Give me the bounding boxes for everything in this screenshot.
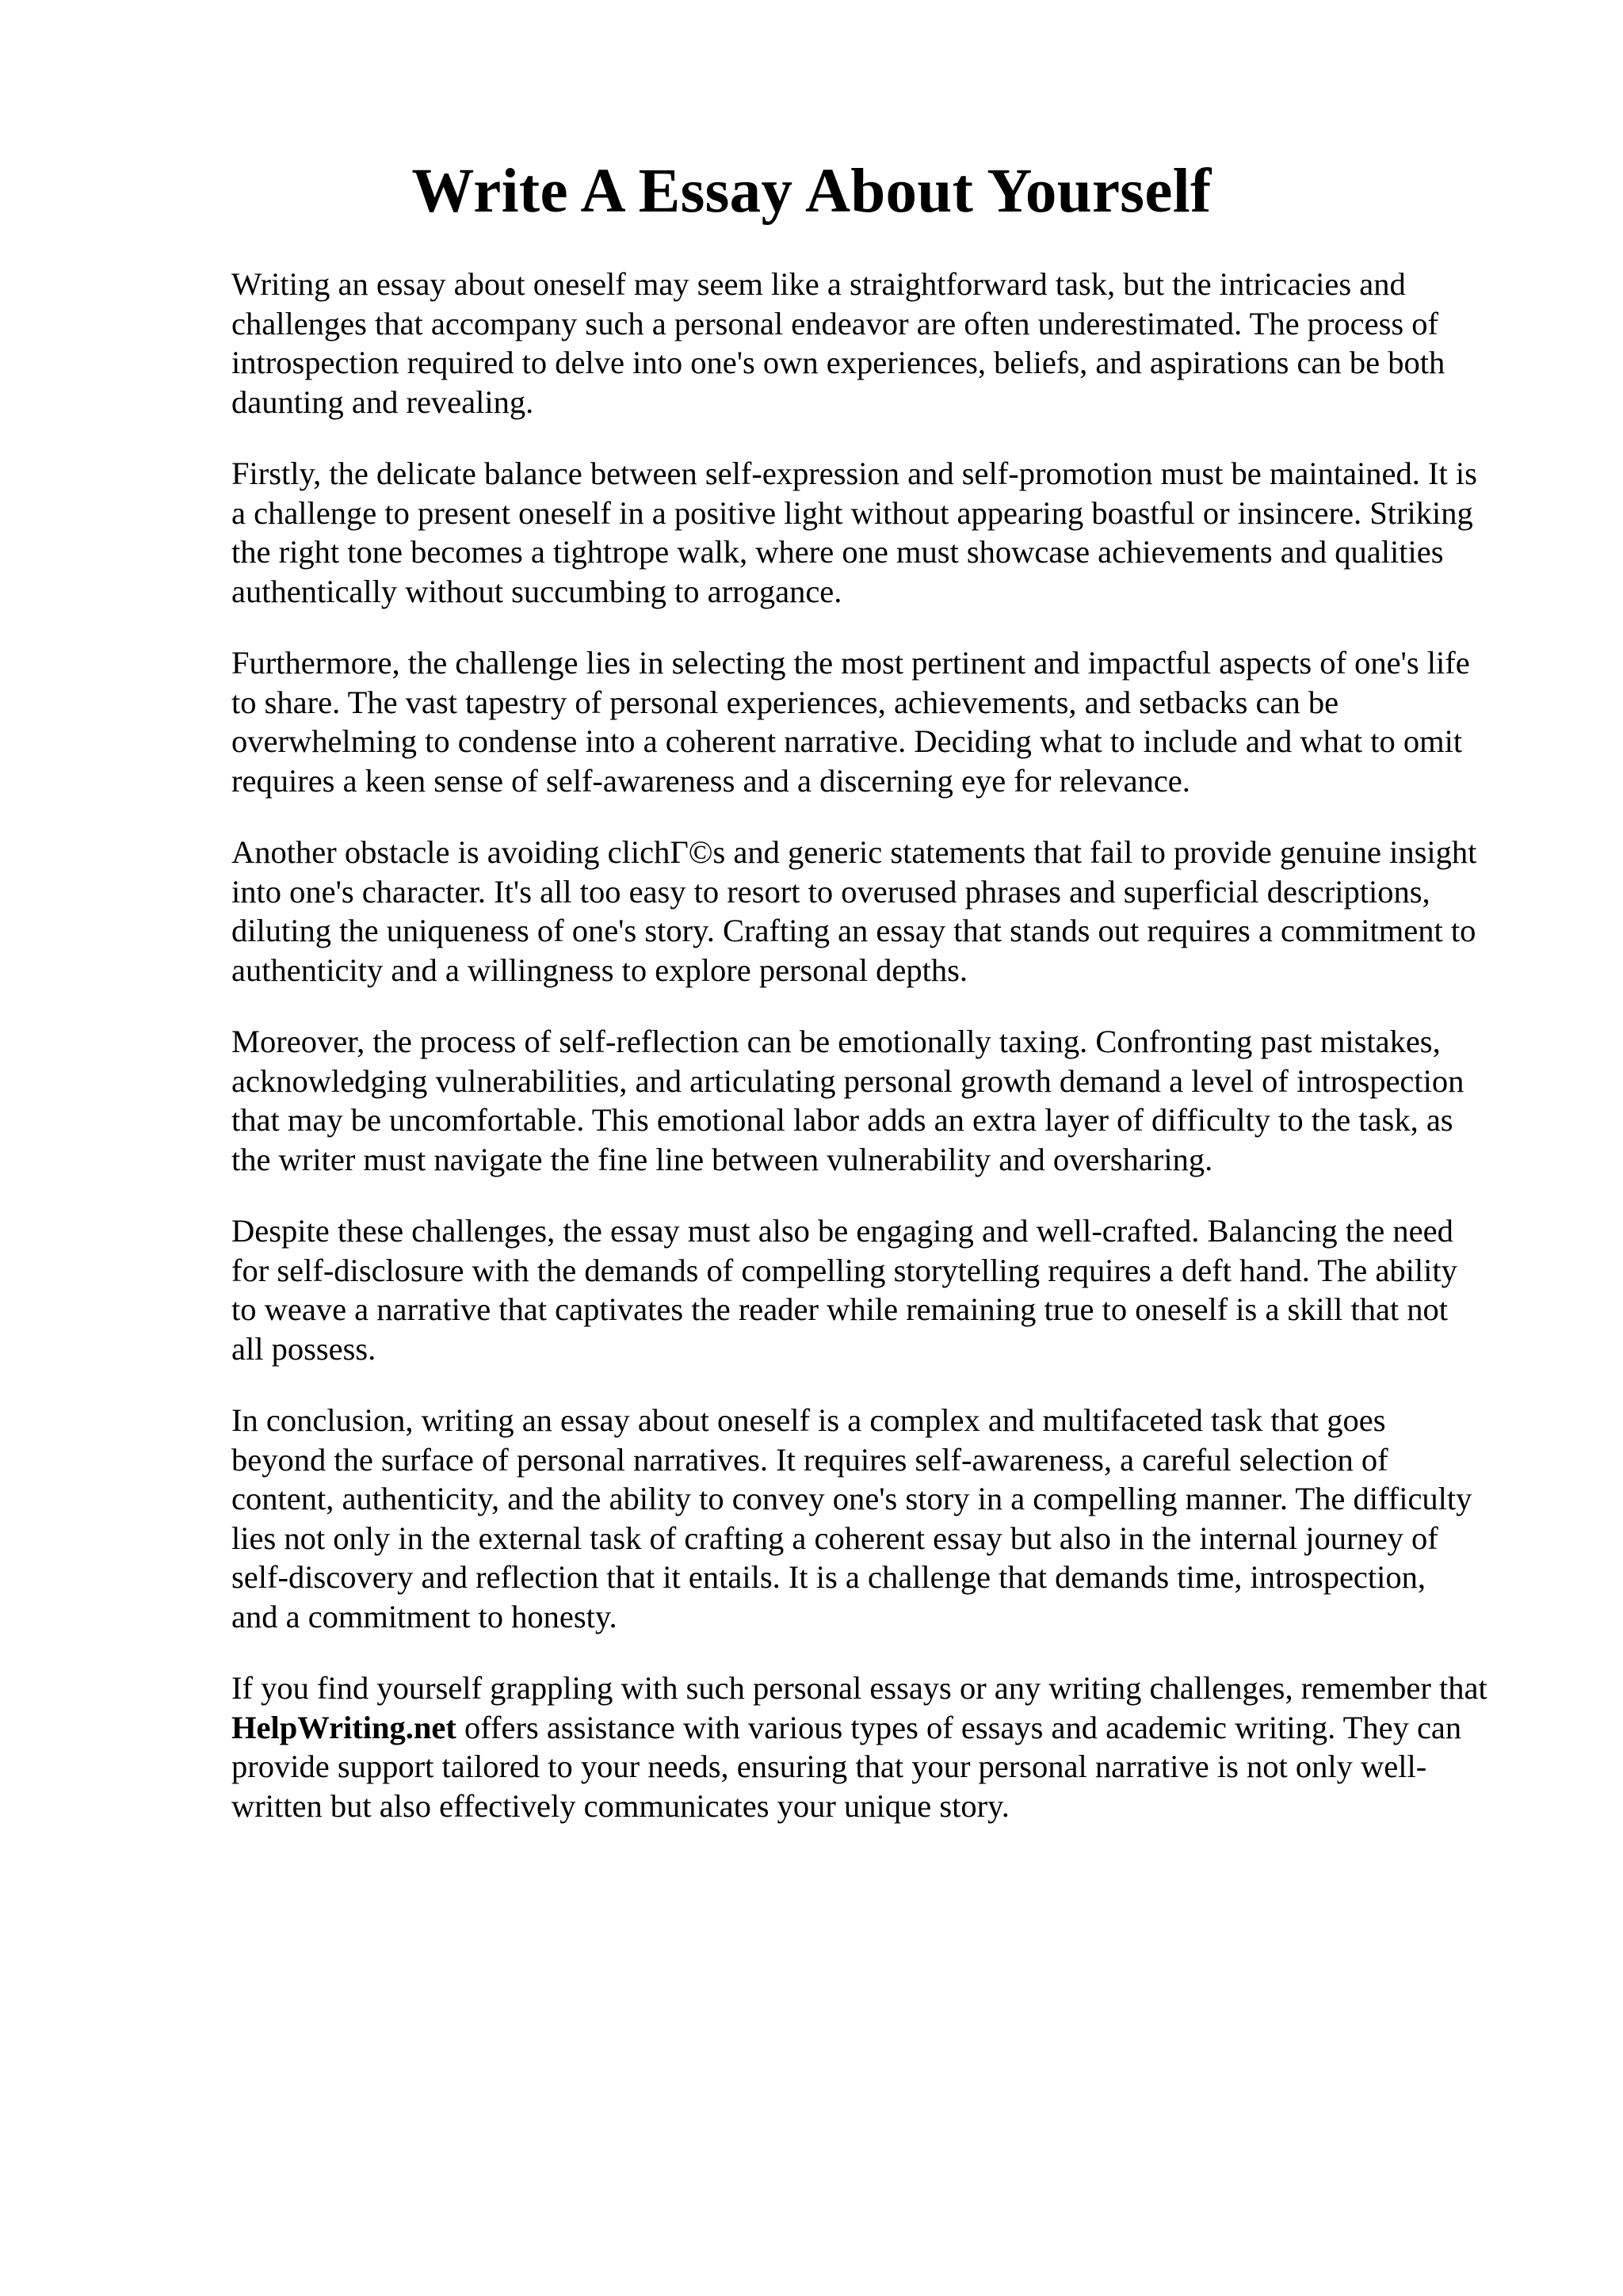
- text-line: into one's character. It's all too easy to resort to overused phrases and superficial descriptions,: [231, 873, 1430, 910]
- text-line: introspection required to delve into one's own experiences, beliefs, and aspirations can be both: [231, 345, 1445, 380]
- text-line: authentically without succumbing to arrogance.: [231, 573, 842, 609]
- paragraph-balance: [231, 454, 1523, 611]
- text-line: the right tone becomes a tightrope walk, where one must showcase achievements and qualities: [231, 534, 1444, 570]
- text-line: lies not only in the external task of crafting a coherent essay but also in the internal journey of: [231, 1520, 1438, 1556]
- paragraph-conclusion: [231, 1401, 1523, 1636]
- text-line: all possess.: [231, 1330, 376, 1367]
- text-line: that may be uncomfortable. This emotional labor adds an extra layer of difficulty to the task, as: [231, 1102, 1453, 1138]
- text-line: the writer must navigate the fine line between vulnerability and oversharing.: [231, 1141, 1213, 1177]
- text-line: content, authenticity, and the ability to convey one's story in a compelling manner. The difficulty: [231, 1481, 1472, 1516]
- text-line: requires a keen sense of self-awareness and a discerning eye for relevance.: [231, 762, 1190, 799]
- text-line: and a commitment to honesty.: [231, 1598, 617, 1634]
- paragraph-closing: [231, 1669, 1523, 1825]
- text-line: Despite these challenges, the essay must also be engaging and well-crafted. Balancing the need: [231, 1213, 1453, 1249]
- document-title: Write A Essay About Yourself: [411, 157, 1212, 226]
- text-line: diluting the uniqueness of one's story. Crafting an essay that stands out requires a commitment to: [231, 913, 1476, 948]
- text-segment: offers assistance with various types of essays and academic writing. They can: [456, 1709, 1462, 1745]
- text-line: Moreover, the process of self-reflection can be emotionally taxing. Confronting past mistakes,: [231, 1024, 1441, 1059]
- paragraph-cliches: [231, 833, 1523, 990]
- text-line: self-discovery and reflection that it entails. It is a challenge that demands time, introspection,: [231, 1559, 1426, 1595]
- text-line: daunting and revealing.: [231, 383, 534, 420]
- text-line: In conclusion, writing an essay about oneself is a complex and multifaceted task that goes: [231, 1402, 1386, 1438]
- text-line: challenges that accompany such a personal endeavor are often underestimated. The process of: [231, 305, 1439, 341]
- text-line: Another obstacle is avoiding clichΓ©s and generic statements that fail to provide genuine insight: [231, 834, 1477, 870]
- text-line: to share. The vast tapestry of personal experiences, achievements, and setbacks can be: [231, 684, 1339, 720]
- text-line: Writing an essay about oneself may seem like a straightforward task, but the intricacies and: [231, 266, 1406, 302]
- paragraph-engaging: [231, 1211, 1523, 1368]
- brand-name: HelpWriting.net: [231, 1709, 456, 1745]
- text-line: acknowledging vulnerabilities, and articulating personal growth demand a level of introspection: [231, 1062, 1465, 1099]
- text-line: overwhelming to condense into a coherent narrative. Deciding what to include and what to omit: [231, 723, 1463, 759]
- text-line: Furthermore, the challenge lies in selecting the most pertinent and impactful aspects of one's life: [231, 645, 1470, 681]
- text-line: authenticity and a willingness to explore personal depths.: [231, 952, 968, 988]
- text-line: beyond the surface of personal narratives. It requires self-awareness, a careful selection of: [231, 1441, 1388, 1478]
- text-line: Firstly, the delicate balance between self-expression and self-promotion must be maintained. It is: [231, 456, 1477, 491]
- text-line: If you find yourself grappling with such personal essays or any writing challenges, remember that: [231, 1670, 1487, 1706]
- text-line: a challenge to present oneself in a positive light without appearing boastful or insincere. Striking: [231, 494, 1473, 531]
- text-line: provide support tailored to your needs, ensuring that your personal narrative is not only well-: [231, 1749, 1427, 1784]
- text-line: for self-disclosure with the demands of compelling storytelling requires a deft hand. The ability: [231, 1252, 1457, 1288]
- text-line: written but also effectively communicates your unique story.: [231, 1787, 1010, 1824]
- paragraph-selection: [231, 643, 1523, 800]
- text-line-with-brand: [231, 1708, 1523, 1748]
- text-line: to weave a narrative that captivates the reader while remaining true to oneself is a skill that not: [231, 1291, 1449, 1327]
- paragraph-intro: [231, 265, 1523, 421]
- document-body: [231, 265, 1523, 1858]
- paragraph-reflection: [231, 1022, 1523, 1179]
